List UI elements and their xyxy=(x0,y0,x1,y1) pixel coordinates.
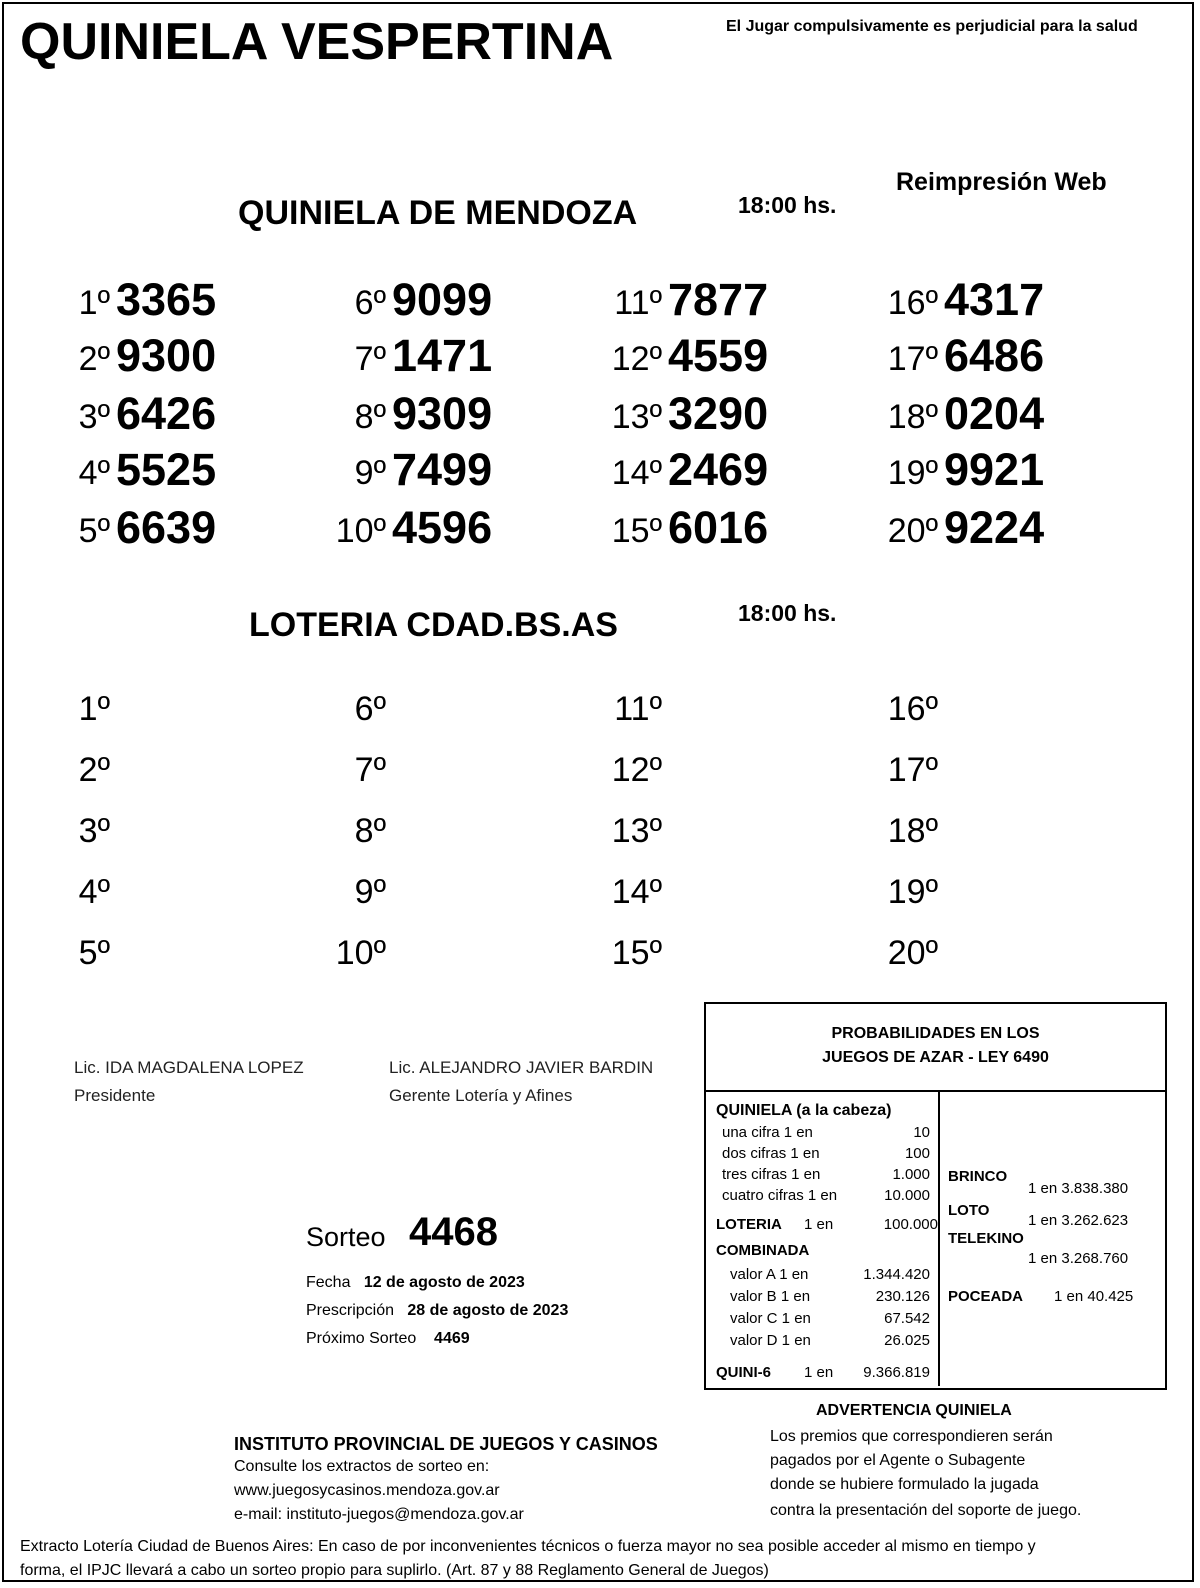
result-number: 9224 xyxy=(944,502,1045,553)
signature-left-role: Presidente xyxy=(74,1086,156,1105)
mendoza-title: QUINIELA DE MENDOZA xyxy=(238,194,638,232)
result-position: 20º xyxy=(887,934,938,972)
result-position: 5º xyxy=(78,934,110,972)
poceada-value: 1 en 40.425 xyxy=(1054,1288,1134,1305)
prob-row-value: 1.000 xyxy=(892,1166,930,1183)
prescripcion-label: Prescripción xyxy=(306,1302,395,1319)
result-position: 5º xyxy=(78,512,110,550)
result-position: 6º xyxy=(354,690,386,728)
result-number: 6426 xyxy=(116,388,217,439)
instituto-line-1: Consulte los extractos de sorteo en: xyxy=(234,1458,490,1475)
result-position: 16º xyxy=(887,690,938,728)
result-position: 20º xyxy=(887,512,938,550)
page-title: QUINIELA VESPERTINA xyxy=(20,13,614,71)
fecha-value: 12 de agosto de 2023 xyxy=(363,1274,525,1291)
result-number: 1471 xyxy=(392,330,493,381)
advertencia-line: donde se hubiere formulado la jugada xyxy=(770,1476,1039,1493)
combinada-prob-title: COMBINADA xyxy=(716,1242,810,1259)
result-position: 15º xyxy=(611,512,662,550)
prob-row-label: valor A 1 en xyxy=(730,1266,809,1283)
telekino-value: 1 en 3.268.760 xyxy=(1028,1250,1129,1267)
prob-row-label: una cifra 1 en xyxy=(722,1124,813,1141)
result-number: 9921 xyxy=(944,444,1045,495)
sorteo-number: 4468 xyxy=(409,1210,498,1254)
result-position: 11º xyxy=(614,690,662,728)
result-number: 9309 xyxy=(392,388,493,439)
result-position: 3º xyxy=(78,812,110,850)
prob-row-label: valor D 1 en xyxy=(730,1332,811,1349)
loteria-prob-en: 1 en xyxy=(804,1216,834,1233)
result-position: 14º xyxy=(611,873,662,911)
result-number: 6639 xyxy=(116,502,217,553)
prob-row-value: 10.000 xyxy=(884,1187,930,1204)
fecha-row xyxy=(306,1274,525,1292)
prob-row-value: 26.025 xyxy=(884,1332,930,1349)
result-position: 13º xyxy=(611,812,662,850)
result-number: 6016 xyxy=(668,502,769,553)
instituto-title: INSTITUTO PROVINCIAL DE JUEGOS Y CASINOS xyxy=(234,1434,658,1454)
probabilities-title-2: JUEGOS DE AZAR - LEY 6490 xyxy=(822,1049,1049,1066)
loteria-prob-value: 100.000 xyxy=(883,1216,938,1233)
result-number: 4559 xyxy=(668,330,769,381)
result-position: 12º xyxy=(611,340,662,378)
proximo-label: Próximo Sorteo xyxy=(306,1330,417,1347)
quiniela-prob-title: QUINIELA (a la cabeza) xyxy=(716,1102,892,1119)
brinco-label: BRINCO xyxy=(948,1168,1008,1185)
instituto-website[interactable]: www.juegosycasinos.mendoza.gov.ar xyxy=(234,1482,500,1499)
result-position: 16º xyxy=(887,284,938,322)
lottery-sheet xyxy=(2,2,1194,1582)
result-position: 4º xyxy=(78,873,110,911)
result-position: 18º xyxy=(887,812,938,850)
advertencia-line: pagados por el Agente o Subagente xyxy=(770,1452,1026,1469)
result-number: 4596 xyxy=(392,502,493,553)
result-position: 7º xyxy=(354,340,386,378)
result-position: 14º xyxy=(611,454,662,492)
result-number: 4317 xyxy=(944,274,1045,325)
prob-row-label: valor C 1 en xyxy=(730,1310,811,1327)
proximo-value: 4469 xyxy=(434,1330,470,1347)
instituto-email[interactable]: e-mail: instituto-juegos@mendoza.gov.ar xyxy=(234,1506,524,1523)
result-position: 13º xyxy=(611,398,662,436)
result-position: 10º xyxy=(335,512,386,550)
result-position: 3º xyxy=(78,398,110,436)
footer-line-2: forma, el IPJC llevará a cabo un sorteo propio para suplirlo. (Art. 87 y 88 Reglamento General de Juegos) xyxy=(20,1562,769,1579)
result-number: 9300 xyxy=(116,330,217,381)
telekino-label: TELEKINO xyxy=(948,1230,1024,1247)
advertencia-title: ADVERTENCIA QUINIELA xyxy=(816,1402,1012,1419)
signature-left-name: Lic. IDA MAGDALENA LOPEZ xyxy=(74,1058,304,1077)
advertencia-line: Los premios que correspondieren serán xyxy=(770,1428,1053,1445)
result-position: 4º xyxy=(78,454,110,492)
loteria-prob-label: LOTERIA xyxy=(716,1216,782,1233)
result-position: 1º xyxy=(78,284,110,322)
prob-row-value: 1.344.420 xyxy=(863,1266,930,1283)
prescripcion-value: 28 de agosto de 2023 xyxy=(407,1302,569,1319)
result-position: 11º xyxy=(614,284,662,322)
quini6-prob-value: 9.366.819 xyxy=(863,1364,930,1381)
result-position: 1º xyxy=(78,690,110,728)
result-position: 10º xyxy=(335,934,386,972)
result-number: 0204 xyxy=(944,388,1045,439)
result-position: 19º xyxy=(887,454,938,492)
mendoza-time: 18:00 hs. xyxy=(738,192,837,218)
prescripcion-row xyxy=(306,1302,568,1320)
prob-row-label: valor B 1 en xyxy=(730,1288,811,1305)
quini6-prob-label: QUINI-6 xyxy=(716,1364,772,1381)
result-number: 7877 xyxy=(668,274,769,325)
result-position: 8º xyxy=(354,398,386,436)
probabilities-box xyxy=(704,1002,1167,1390)
gambling-warning: El Jugar compulsivamente es perjudicial para la salud xyxy=(726,18,1138,35)
result-number: 3365 xyxy=(116,274,217,325)
loto-value: 1 en 3.262.623 xyxy=(1028,1212,1129,1229)
prob-row-label: dos cifras 1 en xyxy=(722,1145,820,1162)
result-position: 17º xyxy=(887,340,938,378)
result-position: 7º xyxy=(354,751,386,789)
prob-row-label: cuatro cifras 1 en xyxy=(722,1187,838,1204)
result-position: 8º xyxy=(354,812,386,850)
result-position: 9º xyxy=(354,454,386,492)
result-position: 18º xyxy=(887,398,938,436)
result-position: 15º xyxy=(611,934,662,972)
result-position: 2º xyxy=(78,340,110,378)
probabilities-header xyxy=(706,1004,1165,1092)
prob-row-value: 67.542 xyxy=(884,1310,930,1327)
advertencia-line: contra la presentación del soporte de juego. xyxy=(770,1502,1082,1519)
sorteo-label: Sorteo xyxy=(306,1222,386,1252)
quini6-prob-en: 1 en xyxy=(804,1364,834,1381)
result-position: 2º xyxy=(78,751,110,789)
prob-row-label: tres cifras 1 en xyxy=(722,1166,821,1183)
probabilities-title-1: PROBABILIDADES EN LOS xyxy=(831,1025,1040,1042)
reprint-label: Reimpresión Web xyxy=(896,168,1107,196)
prob-row-value: 230.126 xyxy=(875,1288,930,1305)
proximo-row xyxy=(306,1330,470,1348)
result-number: 5525 xyxy=(116,444,217,495)
result-number: 7499 xyxy=(392,444,493,495)
result-position: 17º xyxy=(887,751,938,789)
result-number: 2469 xyxy=(668,444,769,495)
buenos-aires-time: 18:00 hs. xyxy=(738,600,837,626)
loto-label: LOTO xyxy=(948,1202,990,1219)
result-number: 9099 xyxy=(392,274,493,325)
fecha-label: Fecha xyxy=(306,1274,351,1291)
result-position: 12º xyxy=(611,751,662,789)
result-number: 6486 xyxy=(944,330,1045,381)
buenos-aires-title: LOTERIA CDAD.BS.AS xyxy=(249,606,618,644)
prob-row-value: 100 xyxy=(904,1145,930,1162)
result-number: 3290 xyxy=(668,388,769,439)
prob-row-value: 10 xyxy=(913,1124,930,1141)
result-position: 6º xyxy=(354,284,386,322)
footer-line-1: Extracto Lotería Ciudad de Buenos Aires: En caso de por inconvenientes técnicos o fuerza mayor no sea posible acceder al mismo en tiempo y xyxy=(20,1538,1036,1555)
signature-right-name: Lic. ALEJANDRO JAVIER BARDIN xyxy=(389,1058,654,1077)
result-position: 19º xyxy=(887,873,938,911)
brinco-value: 1 en 3.838.380 xyxy=(1028,1180,1129,1197)
result-position: 9º xyxy=(354,873,386,911)
probabilities-left-column xyxy=(706,1092,940,1386)
signature-right-role: Gerente Lotería y Afines xyxy=(389,1086,573,1105)
poceada-label: POCEADA xyxy=(948,1288,1024,1305)
